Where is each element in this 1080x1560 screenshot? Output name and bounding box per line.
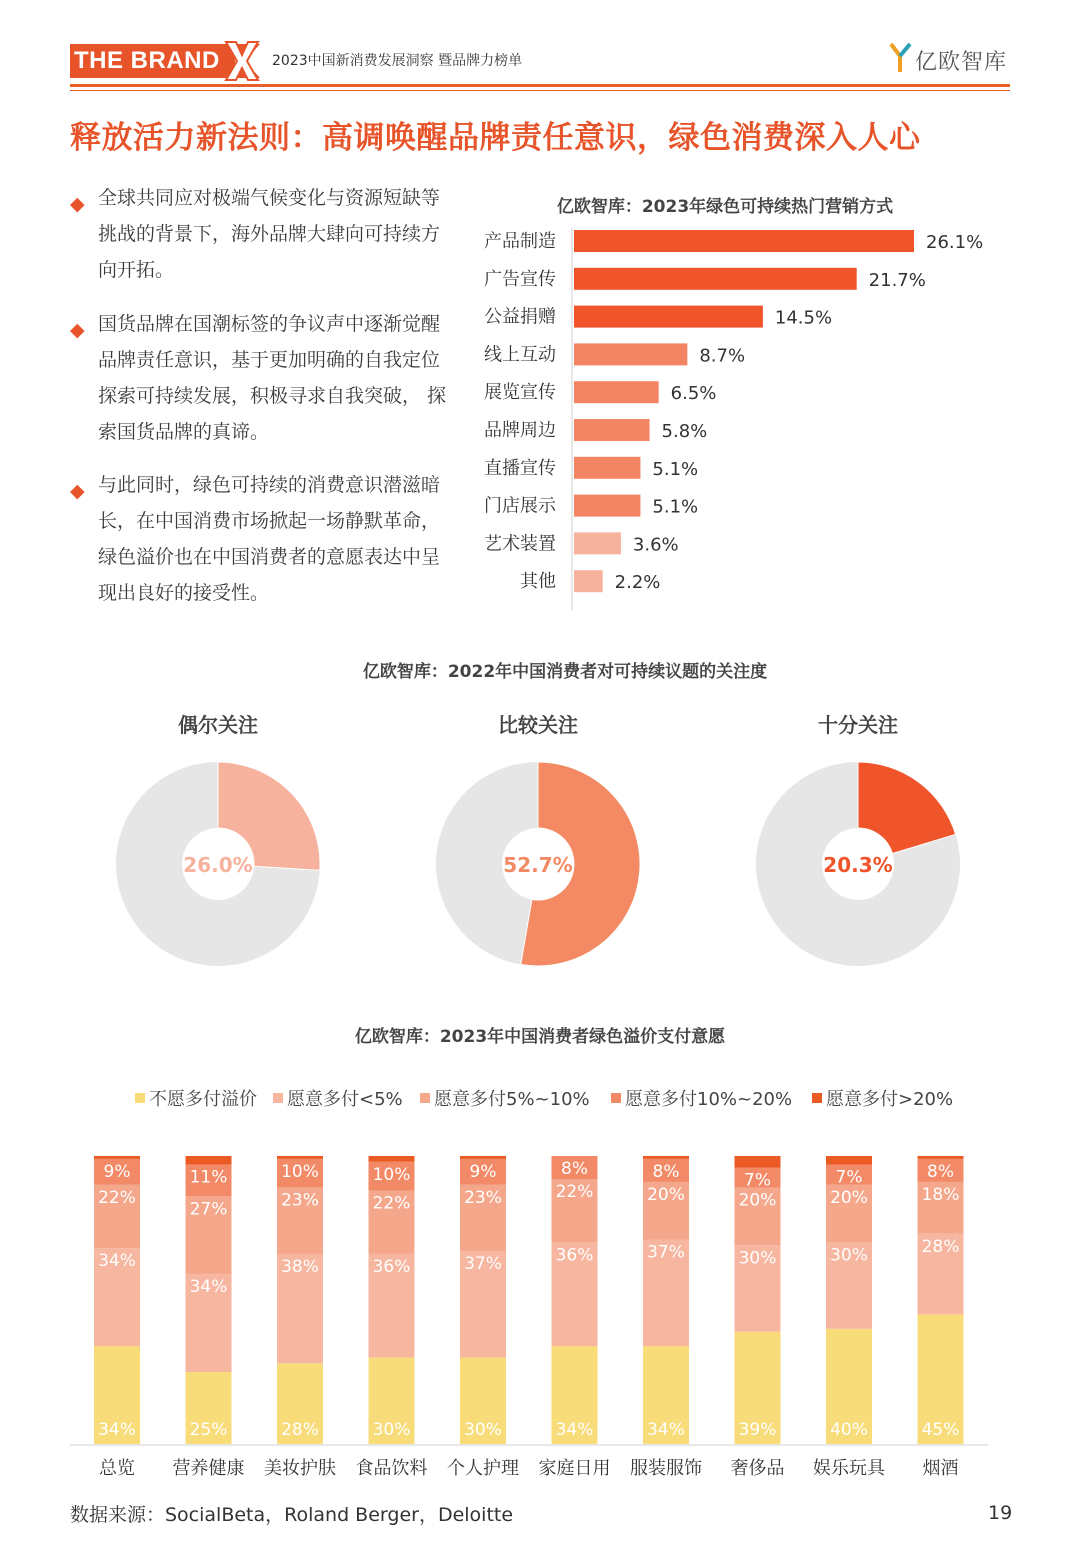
stack-segment [826, 1156, 872, 1165]
category-label: 直播宣传 [484, 457, 556, 479]
stack-segment [643, 1156, 689, 1159]
category-label: 广告宣传 [484, 268, 556, 290]
legend-swatch [420, 1093, 430, 1103]
bar [574, 532, 621, 554]
category-label: 线上互动 [484, 344, 556, 366]
category-label: 个人护理 [447, 1458, 519, 1479]
bullet-2 [70, 306, 450, 450]
segment-value-label: 39% [738, 1420, 777, 1440]
chart-title-marketing: 亿欧智库：2023年绿色可持续热门营销方式 [556, 197, 894, 217]
donut-value-label: 20.3% [823, 853, 893, 877]
bar [574, 419, 650, 441]
donut-label: 比较关注 [498, 713, 578, 737]
data-source: 数据来源：SocialBeta，Roland Berger，Deloitte [70, 1504, 514, 1526]
value-label: 5.8% [661, 421, 708, 442]
report-title: 2023中国新消费发展洞察 暨品牌力榜单 [272, 53, 523, 69]
segment-value-label: 25% [189, 1420, 228, 1440]
segment-value-label: 37% [647, 1242, 685, 1263]
value-label: 5.1% [652, 496, 699, 518]
segment-value-label: 40% [830, 1420, 868, 1440]
chart-title-premium: 亿欧智库：2023年中国消费者绿色溢价支付意愿 [354, 1027, 726, 1047]
attention-donut-chart [70, 700, 1010, 990]
segment-value-label: 8% [927, 1161, 954, 1182]
bar [574, 230, 914, 252]
category-label: 家庭日用 [538, 1458, 611, 1479]
value-label: 6.5% [670, 383, 717, 405]
stack-segment [735, 1156, 781, 1168]
segment-value-label: 22% [372, 1193, 411, 1214]
segment-value-label: 20% [738, 1190, 777, 1211]
segment-value-label: 30% [738, 1248, 777, 1269]
segment-value-label: 28% [921, 1236, 960, 1257]
segment-value-label: 20% [647, 1184, 685, 1205]
donut-value-label: 26.0% [183, 853, 253, 877]
category-label: 产品制造 [484, 231, 556, 252]
category-label: 其他 [520, 571, 556, 593]
category-label: 服装服饰 [630, 1458, 702, 1479]
logo-text: 亿欧智库 [915, 50, 1008, 75]
segment-value-label: 8% [652, 1161, 680, 1182]
brand-name: THE BRAND [74, 47, 220, 74]
stack-segment [369, 1156, 415, 1162]
diamond-icon: ◆ [70, 193, 85, 215]
category-label: 公益捐赠 [484, 306, 556, 328]
category-label: 品牌周边 [484, 420, 556, 441]
legend-swatch [273, 1093, 283, 1103]
segment-value-label: 30% [830, 1245, 868, 1266]
segment-value-label: 11% [189, 1167, 228, 1188]
segment-value-label: 18% [921, 1184, 960, 1205]
segment-value-label: 28% [281, 1420, 319, 1440]
category-label: 奢侈品 [730, 1458, 785, 1479]
segment-value-label: 7% [835, 1167, 863, 1188]
segment-value-label: 34% [98, 1420, 136, 1440]
segment-value-label: 36% [555, 1245, 594, 1266]
logo-icon [888, 40, 914, 78]
category-label: 展览宣传 [484, 382, 556, 404]
header-rule [70, 84, 1010, 87]
stack-segment [94, 1156, 140, 1159]
segment-value-label: 34% [647, 1420, 685, 1440]
bullet-1 [70, 180, 450, 288]
bar [574, 570, 603, 592]
category-label: 总览 [99, 1458, 135, 1479]
segment-value-label: 20% [830, 1187, 868, 1208]
bar [574, 457, 640, 479]
category-label: 娱乐玩具 [813, 1458, 885, 1479]
page-number: 19 [988, 1502, 1013, 1524]
donut-label: 偶尔关注 [178, 713, 258, 737]
legend-label: 愿意多付5%~10% [434, 1089, 590, 1110]
segment-value-label: 23% [464, 1187, 502, 1208]
segment-value-label: 9% [469, 1161, 497, 1182]
segment-value-label: 38% [281, 1256, 319, 1277]
segment-value-label: 9% [103, 1161, 131, 1182]
legend-label: 愿意多付>20% [826, 1089, 954, 1110]
donut-value-label: 52.7% [503, 853, 573, 877]
bar [574, 306, 763, 328]
category-label: 营养健康 [172, 1458, 245, 1479]
bar [574, 381, 659, 403]
legend-label: 愿意多付<5% [287, 1089, 403, 1110]
legend-swatch [812, 1093, 822, 1103]
category-label: 烟酒 [922, 1458, 959, 1479]
diamond-icon: ◆ [70, 480, 85, 502]
value-label: 21.7% [868, 269, 926, 291]
bar [574, 495, 640, 517]
chart-title-attention: 亿欧智库：2022年中国消费者对可持续议题的关注度 [362, 662, 768, 682]
segment-value-label: 23% [281, 1190, 319, 1211]
category-label: 门店展示 [484, 495, 556, 517]
segment-value-label: 7% [744, 1170, 771, 1191]
bar [574, 268, 857, 290]
category-label: 食品饮料 [355, 1458, 428, 1479]
stack-segment [460, 1156, 506, 1159]
bullet-3 [70, 467, 450, 611]
value-label: 3.6% [632, 534, 679, 556]
bar [574, 343, 687, 365]
segment-value-label: 34% [189, 1277, 228, 1298]
legend-label: 愿意多付10%~20% [625, 1089, 793, 1110]
page-title: 释放活力新法则：高调唤醒品牌责任意识，绿色消费深入人心 [70, 120, 921, 156]
bullet-text: 与此同时，绿色可持续的消费意识潜滋暗长，在中国消费市场掀起一场静默革命，绿色溢价也在中国消费者的意愿表达中呈现出良好的接受性。 [98, 474, 441, 604]
segment-value-label: 10% [372, 1164, 411, 1185]
value-label: 5.1% [652, 458, 699, 480]
segment-value-label: 22% [555, 1182, 594, 1203]
category-label: 艺术装置 [484, 533, 556, 555]
value-label: 26.1% [926, 232, 984, 253]
brand-x-mark [222, 40, 262, 82]
diamond-icon: ◆ [70, 319, 85, 341]
stack-segment [277, 1156, 323, 1159]
stack-segment [186, 1156, 232, 1165]
bullet-text: 全球共同应对极端气候变化与资源短缺等挑战的背景下，海外品牌大肆向可持续方向开拓。 [98, 187, 441, 281]
segment-value-label: 22% [98, 1187, 136, 1208]
segment-value-label: 34% [555, 1420, 594, 1440]
header-rule-thin [70, 90, 1010, 91]
segment-value-label: 45% [921, 1420, 960, 1440]
category-label: 美妆护肤 [264, 1458, 336, 1479]
value-label: 8.7% [699, 345, 746, 367]
segment-value-label: 8% [561, 1159, 588, 1179]
segment-value-label: 10% [281, 1161, 319, 1182]
segment-value-label: 27% [189, 1199, 228, 1220]
value-label: 2.2% [614, 572, 661, 594]
stack-segment [918, 1156, 964, 1159]
bullet-text: 国货品牌在国潮标签的争议声中逐渐觉醒品牌责任意识，基于更加明确的自我定位探索可持续发展，积极寻求自我突破， 探索国货品牌的真谛。 [98, 313, 447, 443]
segment-value-label: 30% [464, 1420, 502, 1440]
segment-value-label: 36% [372, 1256, 411, 1277]
legend-swatch [135, 1093, 145, 1103]
marketing-bar-chart [460, 228, 1020, 613]
segment-value-label: 34% [98, 1251, 136, 1272]
legend-swatch [611, 1093, 621, 1103]
donut-label: 十分关注 [818, 713, 898, 737]
legend-label: 不愿多付溢价 [149, 1089, 257, 1110]
value-label: 14.5% [774, 307, 833, 329]
segment-value-label: 37% [464, 1254, 502, 1275]
premium-stacked-chart [60, 1080, 1020, 1490]
segment-value-label: 30% [372, 1420, 411, 1440]
